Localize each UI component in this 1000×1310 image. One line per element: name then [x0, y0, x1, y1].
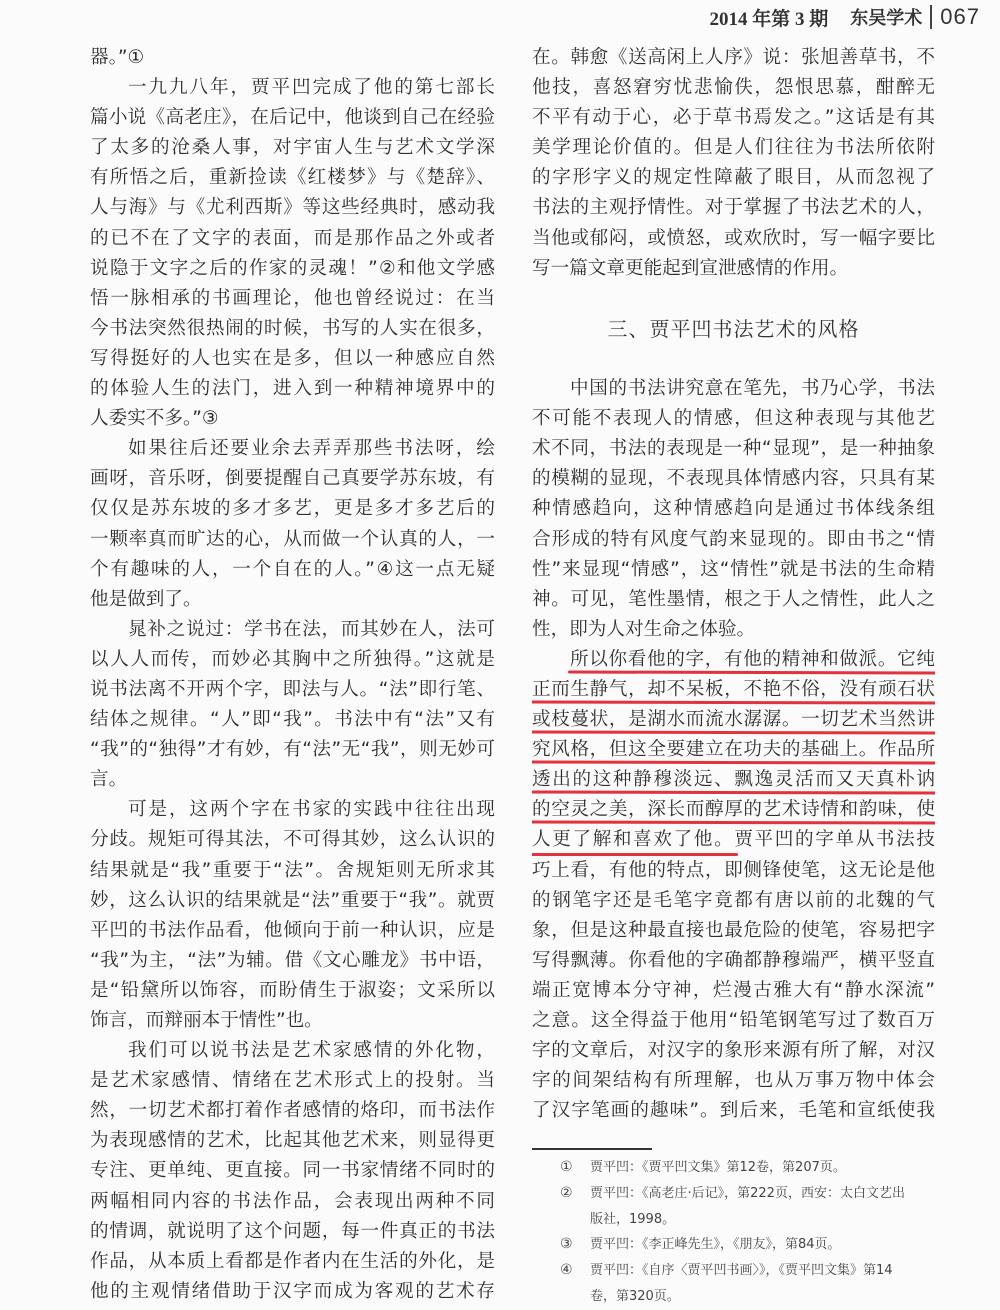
text-line: 说隐于文字之后的作家的灵魂！”②和他文学感	[90, 257, 495, 279]
highlighted-line: 透出的这种静穆淡远、飘逸灵活而又天真朴讷	[532, 765, 935, 795]
text-line: 如果往后还要业余去弄弄那些书法呀，绘	[128, 438, 495, 460]
text-line: 书法的主观抒情性。对于掌握了书法艺术的人，	[532, 197, 935, 219]
paragraph-highlighted	[532, 645, 935, 1127]
footnote-text	[590, 1258, 893, 1310]
text-line: 可是，这两个字在书家的实践中往往出现	[128, 799, 495, 821]
text-line: 他的主观情绪借助于汉字而成为客观的艺术存	[90, 1280, 495, 1302]
text-line: 今书法突然很热闹的时候，书写的人实在很多，	[90, 317, 495, 339]
paragraph	[532, 43, 935, 284]
section-heading: 三、贾平凹书法艺术的风格	[607, 316, 860, 341]
text-line: 字的文章后，对汉字的象形来源有所了解，对汉	[532, 1040, 935, 1062]
text-line: 人与海》与《尤利西斯》等这些经典时，感动我	[90, 197, 495, 219]
text-line: 神。可见，笔性墨情，根之于人之情性，此人之	[532, 588, 935, 610]
text-line: 种情感趋向，这种情感趋向是通过书体线条组	[532, 498, 935, 520]
text-line: 饰言，而辩丽本于情性”也。	[90, 1010, 323, 1031]
journal-name: 东吴学术	[850, 8, 923, 29]
text-segment: 贾平凹的字单从书法技	[734, 829, 935, 851]
highlighted-line: 究风格，但这全要建立在功夫的基础上。作品所	[532, 735, 935, 765]
text-line: 不可能不表现人的情感，但这种表现与其他艺	[532, 408, 935, 430]
text-line: 结果就是“我”重要于“法”。舍规矩则无所求其	[90, 859, 495, 881]
text-line: 在。韩愈《送高闲上人序》说：张旭善草书，不	[532, 47, 935, 68]
text-line: 是艺术家感情、情绪在艺术形式上的投射。当	[90, 1070, 495, 1092]
footnote-line: 贾平凹：《高老庄·后记》，第222页，西安：太白文艺出	[590, 1185, 905, 1201]
text-line: 象，但是这种最直接也最危险的使笔，容易把字	[532, 919, 935, 941]
paragraph	[90, 43, 495, 73]
text-line: 一颗率真而旷达的心，从而做一个认真的人，一	[90, 528, 495, 550]
text-line: 当他或郁闷，或愤怒，或欢欣时，写一幅字要比	[532, 227, 935, 249]
text-line: 人委实不多。”③	[90, 408, 219, 430]
text-line: 平凹的书法作品看，他倾向于前一种认识，应是	[90, 919, 495, 941]
footnote-separator	[532, 1148, 652, 1150]
text-line: 分歧。规矩可得其法，不可得其妙，这么认识的	[90, 829, 495, 851]
paragraph	[90, 795, 495, 1036]
text-line: 为表现感情的艺术，比起其他艺术来，则显得更	[90, 1130, 495, 1152]
text-line: 晁补之说过：学书在法，而其妙在人，法可	[128, 618, 495, 640]
text-line: 不平有动于心，必于草书焉发之。”这话是有其	[532, 107, 935, 129]
text-line: 之意。这全得益于他用“铅笔钢笔写过了数百万	[532, 1010, 935, 1031]
text-line: 两幅相同内容的书法作品，会表现出两种不同	[90, 1190, 495, 1212]
text-line: 说书法离不开两个字，即法与人。“法”即行笔、	[90, 678, 495, 700]
footnote-text	[590, 1232, 841, 1258]
text-line: 的字形字义的规定性障蔽了眼目，从而忽视了	[532, 167, 935, 189]
text-line: 美学理论价值的。但是人们往往为书法所依附	[532, 137, 935, 159]
footnote-text	[590, 1155, 846, 1181]
spacer	[532, 344, 935, 374]
text-line: 中国的书法讲究意在笔先，书乃心学，书法	[570, 378, 935, 400]
text-line: 作品，从本质上看都是作者内在生活的外化，是	[90, 1250, 495, 1272]
text-line: 个有趣味的人，一个自在的人。”④这一点无疑	[90, 558, 495, 580]
footnote-line: 贾平凹：《自序〈贾平凹书画〉》，《贾平凹文集》第14	[590, 1263, 893, 1279]
header-divider	[930, 5, 932, 29]
highlighted-line: 所以你看他的字，有他的精神和做派。它纯	[532, 645, 935, 675]
text-line: 写得挺好的人也实在是多，但以一种感应自然	[90, 347, 495, 369]
page-number: 067	[940, 4, 980, 29]
spacer	[532, 284, 935, 314]
footnote-number: ①	[560, 1159, 573, 1175]
text-line: 术不同，书法的表现是一种“显现”，是一种抽象	[532, 438, 935, 460]
footnotes	[560, 1155, 940, 1310]
text-line: 仅仅是苏东坡的多才多艺，更是多才多艺后的	[90, 498, 495, 520]
highlighted-text: 人更了解和喜欢了他。	[532, 829, 735, 851]
footnote-line: 贾平凹：《贾平凹文集》第12卷，第207页。	[590, 1160, 846, 1175]
footnote	[560, 1155, 940, 1181]
text-line: 一九九八年，贾平凹完成了他的第七部长	[128, 77, 495, 99]
footnote-line: 版社，1998。	[590, 1211, 676, 1227]
text-line: 画呀，音乐呀，倒要提醒自己真要学苏东坡，有	[90, 468, 495, 490]
text-line: 巧上看，有他的特点，即侧锋使笔，这无论是他	[532, 859, 935, 881]
text-line: 言。	[90, 769, 128, 791]
footnote-number: ②	[560, 1184, 573, 1201]
footnote-number: ③	[560, 1236, 573, 1253]
footnote	[560, 1258, 940, 1310]
text-line: 然，一切艺术都打着作者感情的烙印，而书法作	[90, 1100, 495, 1122]
text-line: 我们可以说书法是艺术家感情的外化物，	[128, 1040, 495, 1062]
paragraph	[90, 615, 495, 796]
running-header	[710, 2, 980, 32]
paragraph	[532, 374, 935, 645]
text-line: 了汉字笔画的趣味”。到后来，毛笔和宣纸使我	[532, 1100, 935, 1122]
text-line: 的模糊的显现，不表现具体情感内容，只具有某	[532, 468, 935, 490]
footnote	[560, 1232, 940, 1258]
text-line: 写一篇文章更能起到宣泄感情的作用。	[532, 257, 849, 279]
text-line: 他技，喜怒窘穷忧悲愉佚，怨恨思慕，酣醉无	[532, 77, 935, 99]
text-line: “我”的“独得”才有妙，有“法”无“我”，则无妙可	[90, 739, 495, 761]
text-line: 性”来显现“情感”，这“情性”就是书法的生命精	[532, 558, 935, 580]
footnote-line: 贾平凹：《李正峰先生》，《朋友》，第84页。	[590, 1237, 841, 1253]
text-line: 是“铅黛所以饰容，而盼倩生于淑姿；文采所以	[90, 979, 495, 1001]
text-line: 以人人而传，而妙必其胸中之所独得。”这就是	[90, 648, 495, 670]
footnote-line: 卷，第320页。	[590, 1288, 680, 1304]
text-line: 的情调，就说明了这个问题，每一件真正的书法	[90, 1220, 495, 1242]
footnote-text	[590, 1181, 905, 1233]
text-line: 妙，这么认识的结果就是“法”重要于“我”。就贾	[90, 889, 495, 911]
left-text-column	[90, 43, 495, 1307]
text-line: 的钢笔字还是毛笔字竟都有唐以前的北魏的气	[532, 889, 935, 911]
text-line: 他是做到了。	[90, 588, 202, 610]
text-line: 器。”①	[90, 47, 145, 68]
text-line: 的体验人生的法门，进入到一种精神境界中的	[90, 378, 495, 400]
text-line: 悟一脉相承的书画理论，他也曾经说过：在当	[90, 287, 495, 309]
issue-label: 2014 年第 3 期	[709, 8, 829, 30]
footnote-number: ④	[560, 1262, 573, 1279]
text-line: 合形成的特有风度气韵来显现的。即由书之“情	[532, 528, 935, 550]
text-line: 结体之规律。“人”即“我”。书法中有“法”又有	[90, 709, 495, 731]
right-text-column	[532, 43, 935, 1126]
text-line: 篇小说《高老庄》，在后记中，他谈到自己在经验	[90, 107, 495, 129]
highlighted-line: 的空灵之美，深长而醇厚的艺术诗情和韵味，使	[532, 795, 935, 825]
text-line: 性，即为人对生命之体验。	[532, 618, 756, 640]
text-line: 有所悟之后，重新捡读《红楼梦》与《楚辞》、	[90, 167, 495, 189]
paragraph	[90, 434, 495, 615]
text-line: 的已不在了文字的表面，而是那作品之外或者	[90, 227, 495, 249]
text-line: 写得飘薄。你看他的字确都静穆端严，横平竖直	[532, 949, 935, 971]
paragraph	[90, 1036, 495, 1307]
text-line: 了太多的沧桑人事，对宇宙人生与艺术文学深	[90, 137, 495, 159]
highlighted-line: 或枝蔓状，是湖水而流水潺潺。一切艺术当然讲	[532, 705, 935, 735]
footnote	[560, 1181, 940, 1233]
mixed-highlight-line	[532, 825, 935, 855]
text-line: 字的间架结构有所理解，也从万事万物中体会	[532, 1070, 935, 1092]
paragraph	[90, 73, 495, 434]
highlighted-line: 正而生静气，却不呆板，不艳不俗，没有顽石状	[532, 675, 935, 705]
text-line: 端正宽博本分守神，烂漫古雅大有“静水深流”	[532, 979, 935, 1001]
text-line: 专注、更单纯、更直接。同一书家情绪不同时的	[90, 1160, 495, 1182]
text-line: “我”为主，“法”为辅。借《文心雕龙》书中语，	[90, 949, 495, 971]
